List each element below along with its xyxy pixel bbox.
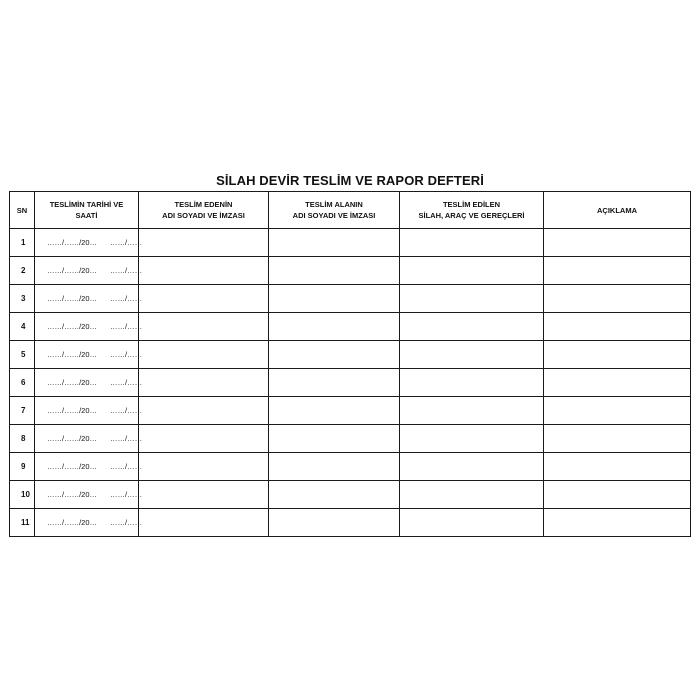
row-number: 4 — [10, 313, 35, 341]
received-by-cell[interactable] — [269, 313, 400, 341]
header-delivered-items: TESLİM EDİLEN SİLAH, ARAÇ VE GEREÇLERİ — [400, 192, 544, 229]
description-cell[interactable] — [544, 257, 691, 285]
header-delivery-date-time: TESLİMİN TARİHİ VE SAATİ — [35, 192, 139, 229]
delivered-items-cell[interactable] — [400, 481, 544, 509]
delivered-by-cell[interactable] — [139, 509, 269, 537]
register-table — [9, 191, 691, 537]
row-number: 10 — [10, 481, 35, 509]
delivered-by-cell[interactable] — [139, 369, 269, 397]
description-cell[interactable] — [544, 369, 691, 397]
time-placeholder: ……/…… — [110, 490, 143, 499]
row-number: 3 — [10, 285, 35, 313]
delivered-by-cell[interactable] — [139, 397, 269, 425]
row-number: 6 — [10, 369, 35, 397]
delivered-by-cell[interactable] — [139, 481, 269, 509]
row-number: 11 — [10, 509, 35, 537]
date-time-cell[interactable] — [35, 509, 143, 537]
register-body — [10, 229, 691, 537]
document-title: SİLAH DEVİR TESLİM VE RAPOR DEFTERİ — [216, 173, 484, 188]
received-by-cell[interactable] — [269, 397, 400, 425]
delivered-by-cell[interactable] — [139, 341, 269, 369]
description-cell[interactable] — [544, 341, 691, 369]
table-row — [10, 481, 691, 509]
date-time-cell[interactable] — [35, 481, 143, 509]
description-cell[interactable] — [544, 453, 691, 481]
date-time-cell[interactable] — [35, 425, 143, 453]
row-number: 5 — [10, 341, 35, 369]
delivered-items-cell[interactable] — [400, 369, 544, 397]
time-placeholder: ……/…… — [110, 462, 143, 471]
date-placeholder: ……/……/20… — [47, 350, 98, 359]
date-placeholder: ……/……/20… — [47, 266, 98, 275]
header-sn: SN — [10, 192, 35, 229]
table-row — [10, 285, 691, 313]
date-placeholder: ……/……/20… — [47, 462, 98, 471]
table-row — [10, 257, 691, 285]
date-placeholder: ……/……/20… — [47, 238, 98, 247]
row-number: 8 — [10, 425, 35, 453]
description-cell[interactable] — [544, 509, 691, 537]
table-header-row — [10, 192, 691, 229]
delivered-items-cell[interactable] — [400, 453, 544, 481]
date-time-cell[interactable] — [35, 453, 143, 481]
delivered-items-cell[interactable] — [400, 257, 544, 285]
delivered-items-cell[interactable] — [400, 313, 544, 341]
date-placeholder: ……/……/20… — [47, 294, 98, 303]
time-placeholder: ……/…… — [110, 266, 143, 275]
received-by-cell[interactable] — [269, 229, 400, 257]
time-placeholder: ……/…… — [110, 406, 143, 415]
time-placeholder: ……/…… — [110, 434, 143, 443]
time-placeholder: ……/…… — [110, 518, 143, 527]
table-row — [10, 229, 691, 257]
table-row — [10, 397, 691, 425]
date-placeholder: ……/……/20… — [47, 490, 98, 499]
delivered-by-cell[interactable] — [139, 257, 269, 285]
date-time-cell[interactable] — [35, 369, 143, 397]
header-description: AÇIKLAMA — [544, 192, 691, 229]
description-cell[interactable] — [544, 481, 691, 509]
date-placeholder: ……/……/20… — [47, 322, 98, 331]
delivered-items-cell[interactable] — [400, 397, 544, 425]
row-number: 2 — [10, 257, 35, 285]
delivered-by-cell[interactable] — [139, 453, 269, 481]
table-row — [10, 313, 691, 341]
row-number: 9 — [10, 453, 35, 481]
delivered-items-cell[interactable] — [400, 285, 544, 313]
date-placeholder: ……/……/20… — [47, 518, 98, 527]
time-placeholder: ……/…… — [110, 378, 143, 387]
table-row — [10, 341, 691, 369]
table-row — [10, 425, 691, 453]
date-time-cell[interactable] — [35, 397, 143, 425]
table-row — [10, 509, 691, 537]
header-delivered-by: TESLİM EDENİN ADI SOYADI VE İMZASI — [139, 192, 269, 229]
row-number: 7 — [10, 397, 35, 425]
received-by-cell[interactable] — [269, 369, 400, 397]
table-row — [10, 369, 691, 397]
date-placeholder: ……/……/20… — [47, 378, 98, 387]
time-placeholder: ……/…… — [110, 294, 143, 303]
description-cell[interactable] — [544, 313, 691, 341]
time-placeholder: ……/…… — [110, 238, 143, 247]
delivered-by-cell[interactable] — [139, 313, 269, 341]
table-row — [10, 453, 691, 481]
delivered-by-cell[interactable] — [139, 229, 269, 257]
description-cell[interactable] — [544, 229, 691, 257]
date-time-cell[interactable] — [35, 257, 143, 285]
time-placeholder: ……/…… — [110, 350, 143, 359]
date-time-cell[interactable] — [35, 285, 143, 313]
date-placeholder: ……/……/20… — [47, 434, 98, 443]
date-time-cell[interactable] — [35, 313, 143, 341]
row-number: 1 — [10, 229, 35, 257]
received-by-cell[interactable] — [269, 425, 400, 453]
description-cell[interactable] — [544, 285, 691, 313]
date-placeholder: ……/……/20… — [47, 406, 98, 415]
received-by-cell[interactable] — [269, 341, 400, 369]
header-received-by: TESLİM ALANIN ADI SOYADI VE İMZASI — [269, 192, 400, 229]
received-by-cell[interactable] — [269, 509, 400, 537]
description-cell[interactable] — [544, 397, 691, 425]
delivered-by-cell[interactable] — [139, 285, 269, 313]
received-by-cell[interactable] — [269, 481, 400, 509]
received-by-cell[interactable] — [269, 285, 400, 313]
delivered-by-cell[interactable] — [139, 425, 269, 453]
delivered-items-cell[interactable] — [400, 425, 544, 453]
date-time-cell[interactable] — [35, 229, 143, 257]
delivered-items-cell[interactable] — [400, 229, 544, 257]
date-time-cell[interactable] — [35, 341, 143, 369]
delivered-items-cell[interactable] — [400, 509, 544, 537]
description-cell[interactable] — [544, 425, 691, 453]
delivered-items-cell[interactable] — [400, 341, 544, 369]
time-placeholder: ……/…… — [110, 322, 143, 331]
received-by-cell[interactable] — [269, 453, 400, 481]
received-by-cell[interactable] — [269, 257, 400, 285]
